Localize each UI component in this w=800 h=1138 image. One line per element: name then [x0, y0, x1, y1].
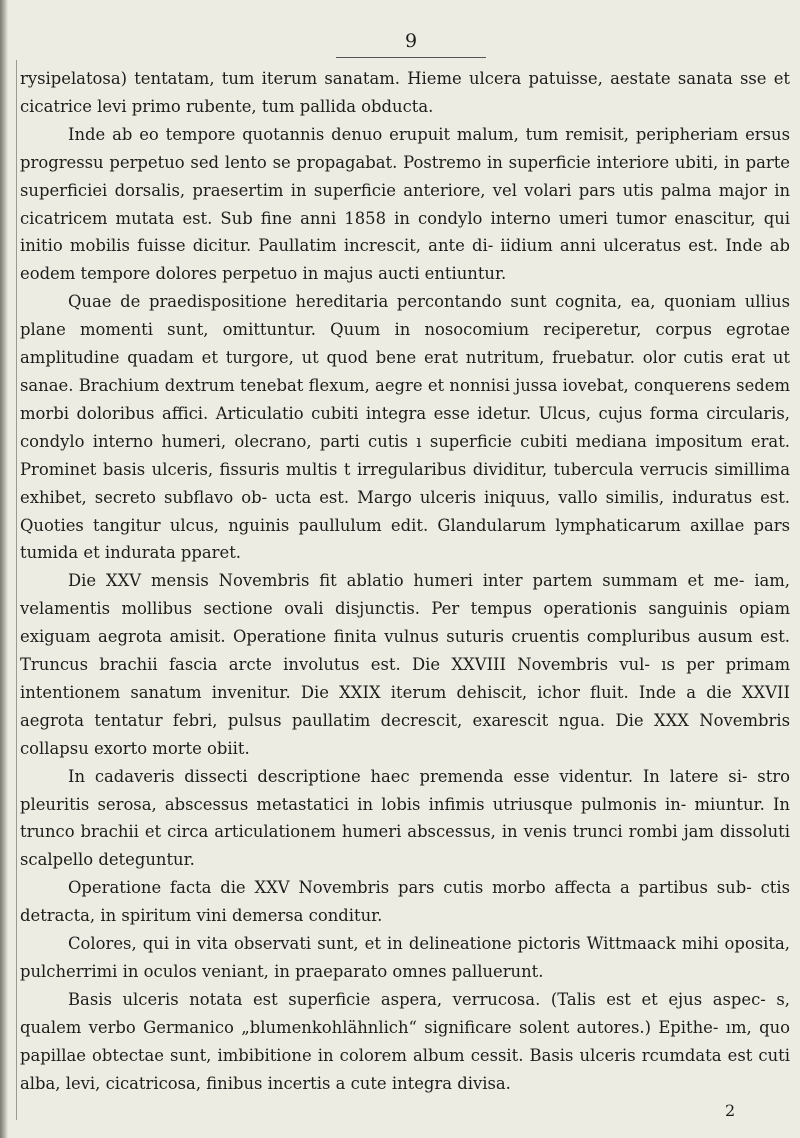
paragraph-6: Operatione facta die XXV Novembris pars cutis morbo affecta a partibus sub- ctis detracta, in spiritum vini demersa conditur. [20, 878, 790, 926]
paragraph-4: Die XXV mensis Novembris fit ablatio humeri inter partem summam et me- iam, velamentis mollibus sectione ovali disjunctis. Per tempus operationis sanguinis opiam exiguam aegrota amisit. Operatione finita vulnus suturis cruentis compluribus ausum est. Truncus brachii fascia arcte involutus est. Die XXVIII Novembris vul- ıs per primam intentionem sanatum invenitur. Die XXIX iterum dehiscit, ichor fluit. Inde a die XXVII aegrota tentatur febri, pulsus paullatim decrescit, exarescit ngua. Die XXX Novembris collapsu exorto morte obiit. [20, 571, 790, 758]
signature-mark: 2 [725, 1101, 736, 1120]
paragraph-8: Basis ulceris notata est superficie aspera, verrucosa. (Talis est et ejus aspec- s, qualem verbo Germanico „blumenkohlähnlich“ significare solent autores.) Epithe- ım, quo papillae obtectae sunt, imbibitione in colorem album cessit. Basis ulceris rcumdata est cuti alba, levi, cicatricosa, finibus incertis a cute integra divisa. [20, 989, 790, 1093]
body-text [20, 65, 790, 1098]
binding-fold-line [16, 60, 17, 1120]
paragraph-3: Quae de praedispositione hereditaria percontando sunt cognita, ea, quoniam ullius plane momenti sunt, omittuntur. Quum in nosocomium reciperetur, corpus egrotae amplitudine quadam et turgore, ut quod bene erat nutritum, fruebatur. olor cutis erat ut sanae. Brachium dextrum tenebat flexum, aegre et nonnisi jussa iovebat, conquerens sedem morbi doloribus affici. Articulatio cubiti integra esse idetur. Ulcus, cujus forma circularis, condylo interno humeri, olecrano, parti cutis ı superficie cubiti mediana impositum erat. Prominet basis ulceris, fissuris multis t irregularibus dividitur, tubercula verrucis simillima exhibet, secreto subflavo ob- ucta est. Margo ulceris iniquus, vallo similis, induratus est. Quoties tangitur ulcus, nguinis paullulum edit. Glandularum lymphaticarum axillae pars tumida et indurata pparet. [20, 292, 790, 563]
paragraph-1: rysipelatosa) tentatam, tum iterum sanatam. Hieme ulcera patuisse, aestate sanata sse et cicatrice levi primo rubente, tum pallida obducta. [20, 69, 790, 116]
page-number: 9 [336, 30, 486, 58]
page-binding-edge [0, 0, 8, 1138]
paragraph-7: Colores, qui in vita observati sunt, et in delineatione pictoris Wittmaack mihi oposita, pulcherrimi in oculos veniant, in praeparato omnes palluerunt. [20, 934, 790, 981]
paragraph-2: Inde ab eo tempore quotannis denuo erupuit malum, tum remisit, peripheriam ersus progressu perpetuo sed lento se propagabat. Postremo in superficie interiore ubiti, in parte superficiei dorsalis, praesertim in superficie anteriore, vel volari pars utis palma major in cicatricem mutata est. Sub fine anni 1858 in condylo interno umeri tumor enascitur, qui initio mobilis fuisse dicitur. Paullatim increscit, ante di- iidium anni ulceratus est. Inde ab eodem tempore dolores perpetuo in majus aucti entiuntur. [20, 124, 790, 284]
paragraph-5: In cadaveris dissecti descriptione haec premenda esse videntur. In latere si- stro pleuritis serosa, abscessus metastatici in lobis infimis utriusque pulmonis in- miuntur. In trunco brachii et circa articulationem humeri abscessus, in venis trunci rombi jam dissoluti scalpello deteguntur. [20, 766, 790, 870]
